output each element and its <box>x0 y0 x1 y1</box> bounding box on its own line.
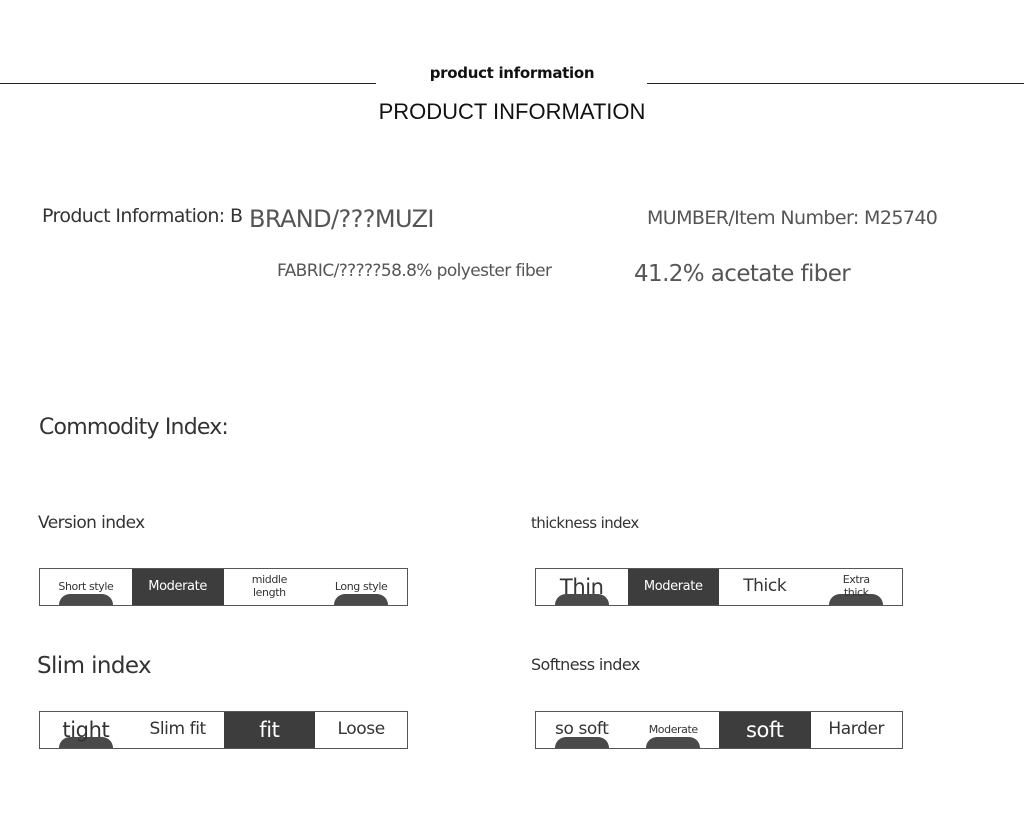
thickness-index-label: thickness index <box>531 514 639 532</box>
header-rule-left <box>0 83 376 84</box>
slim-option-fit: fit <box>224 712 316 748</box>
version-option-short-style: Short style <box>40 569 132 605</box>
softness-index-scale <box>535 711 903 749</box>
fabric-text: FABRIC/?????58.8% polyester fiber <box>277 261 552 281</box>
header-rule-right <box>647 83 1024 84</box>
thickness-option-extra-thick: Extra thick <box>811 569 903 605</box>
thickness-option-thick: Thick <box>743 576 787 597</box>
thickness-option-moderate: Moderate <box>628 569 720 605</box>
slim-index-label: Slim index <box>37 653 152 679</box>
commodity-index-title: Commodity Index: <box>39 415 229 440</box>
softness-option-harder: Harder <box>828 719 885 740</box>
slim-index-scale <box>39 711 408 749</box>
version-option-long-style: Long style <box>315 569 407 605</box>
version-option-middle-length: middle length <box>251 573 287 599</box>
slim-option-tight: tight <box>40 712 132 748</box>
slim-option-slim-fit: Slim fit <box>149 719 206 740</box>
product-info-lead: Product Information: B <box>42 205 243 227</box>
bump-marker <box>59 594 113 605</box>
version-index-scale <box>39 568 408 606</box>
acetate-text: 41.2% acetate fiber <box>634 261 851 287</box>
page-title: PRODUCT INFORMATION <box>378 99 646 124</box>
bump-marker <box>334 594 388 605</box>
thickness-index-scale <box>535 568 903 606</box>
softness-option-moderate: Moderate <box>628 712 720 748</box>
item-number-text: MUMBER/Item Number: M25740 <box>647 207 938 229</box>
softness-option-so-soft: so soft <box>536 712 628 748</box>
version-index-label: Version index <box>38 513 145 533</box>
version-option-moderate: Moderate <box>132 569 224 605</box>
bump-marker <box>646 737 700 748</box>
thickness-option-thin: Thin <box>536 569 628 605</box>
slim-option-loose: Loose <box>337 719 385 740</box>
brand-text: BRAND/???MUZI <box>249 205 434 233</box>
header-small-title: product information <box>429 64 595 82</box>
softness-option-soft: soft <box>719 712 811 748</box>
softness-index-label: Softness index <box>531 655 640 674</box>
